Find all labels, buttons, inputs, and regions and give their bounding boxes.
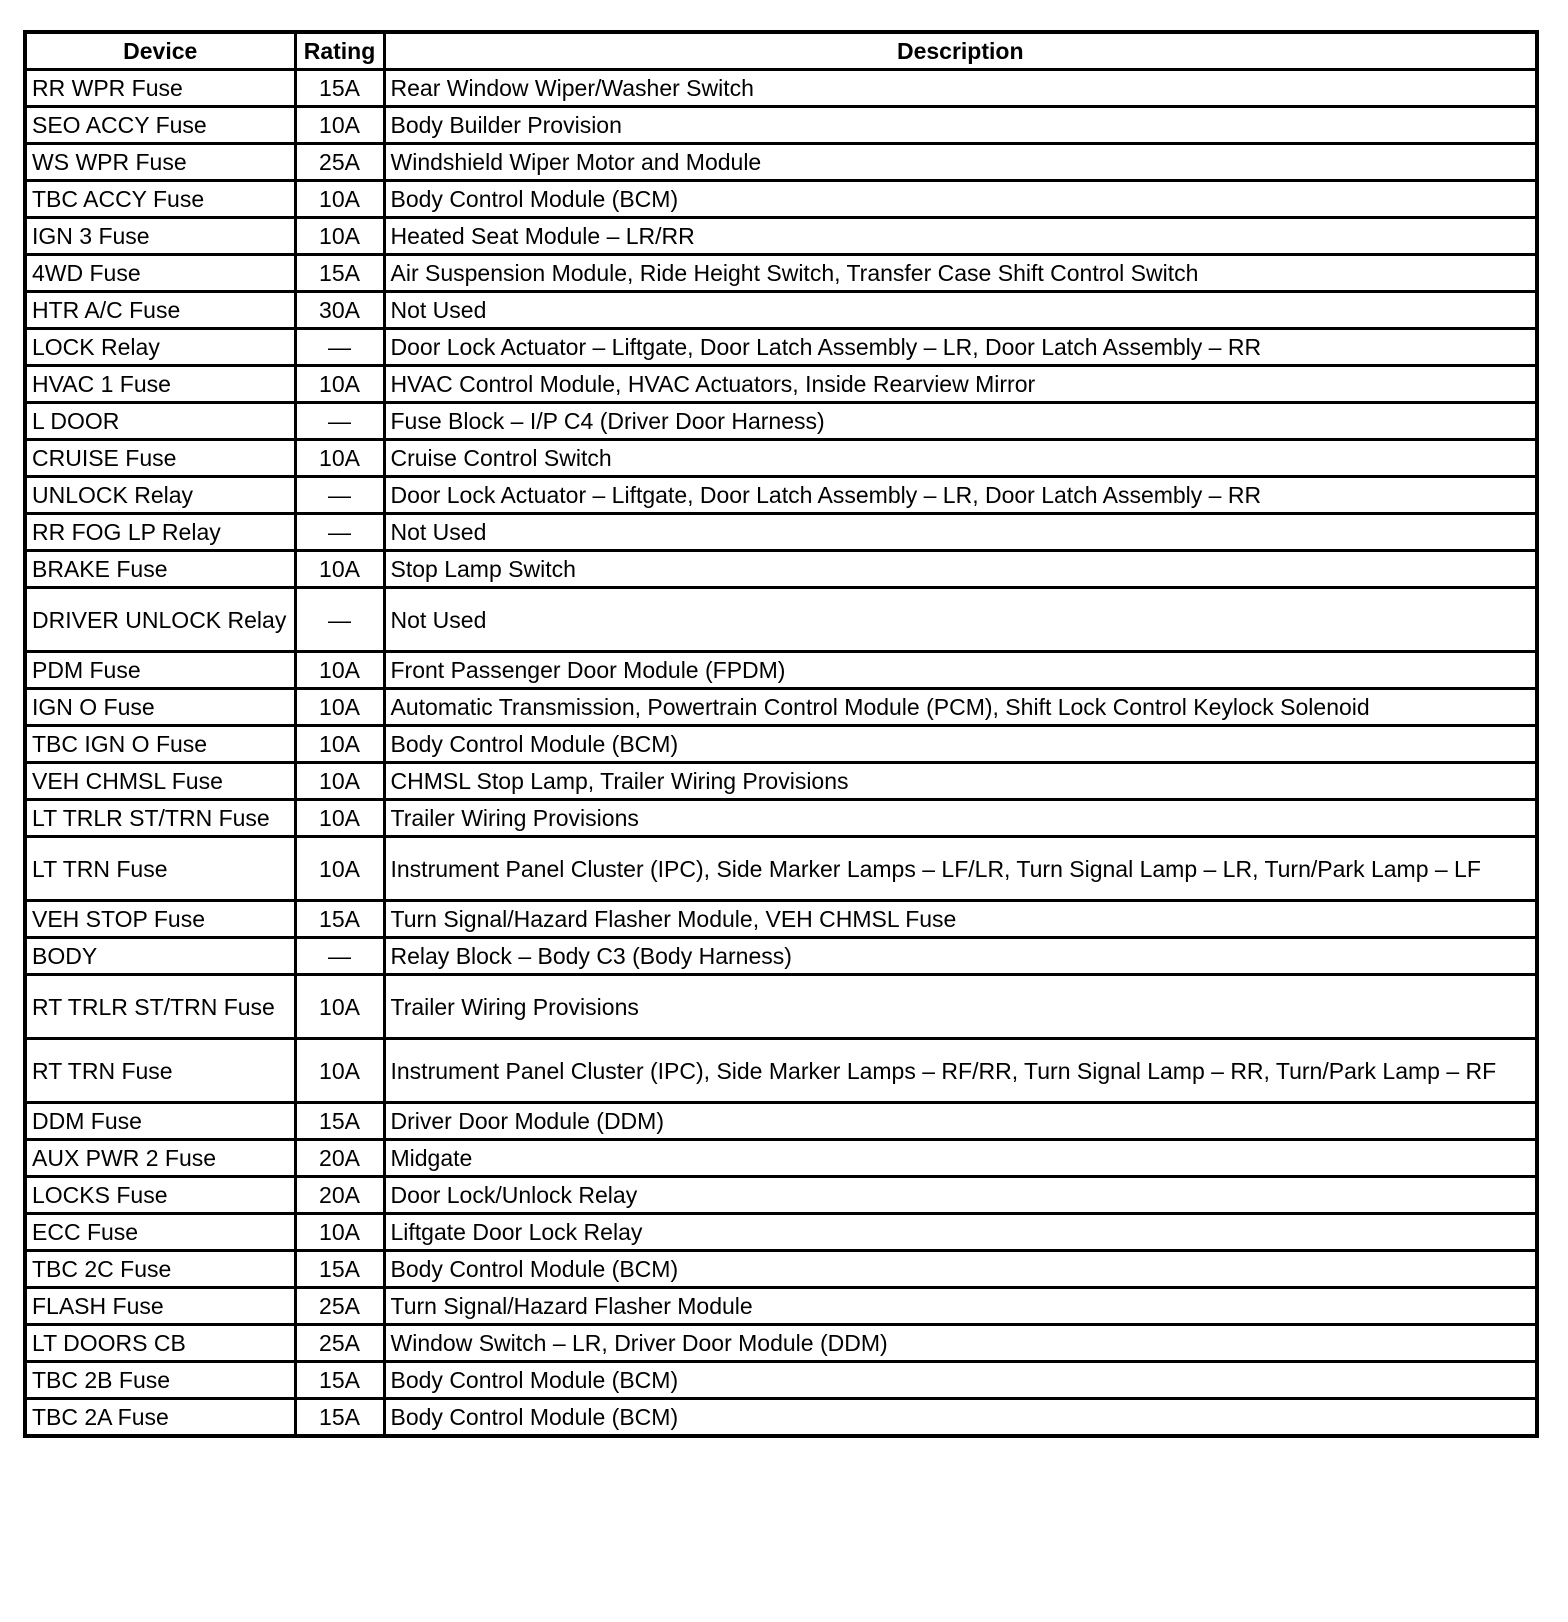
table-row — [25, 1399, 1537, 1437]
description-cell: Cruise Control Switch — [384, 440, 1537, 477]
table-row — [25, 403, 1537, 440]
rating-cell: 10A — [295, 218, 384, 255]
rating-cell: 10A — [295, 440, 384, 477]
description-cell: Body Control Module (BCM) — [384, 726, 1537, 763]
rating-cell: 25A — [295, 1288, 384, 1325]
table-row — [25, 588, 1537, 652]
device-cell: RT TRLR ST/TRN Fuse — [25, 975, 295, 1039]
table-header — [25, 32, 1537, 70]
rating-cell: 15A — [295, 1362, 384, 1399]
rating-cell: 10A — [295, 551, 384, 588]
rating-cell: 10A — [295, 975, 384, 1039]
table-row — [25, 1251, 1537, 1288]
table-row — [25, 477, 1537, 514]
table-row — [25, 1140, 1537, 1177]
table-row — [25, 800, 1537, 837]
description-cell: Rear Window Wiper/Washer Switch — [384, 70, 1537, 107]
device-cell: LT DOORS CB — [25, 1325, 295, 1362]
table-row — [25, 366, 1537, 403]
device-cell: WS WPR Fuse — [25, 144, 295, 181]
device-cell: BRAKE Fuse — [25, 551, 295, 588]
description-cell: Not Used — [384, 292, 1537, 329]
rating-cell: — — [295, 329, 384, 366]
device-cell: DRIVER UNLOCK Relay — [25, 588, 295, 652]
device-cell: LOCKS Fuse — [25, 1177, 295, 1214]
table-row — [25, 107, 1537, 144]
table-row — [25, 514, 1537, 551]
header-rating: Rating — [295, 32, 384, 70]
description-cell: Fuse Block – I/P C4 (Driver Door Harness) — [384, 403, 1537, 440]
fuse-table — [23, 30, 1539, 1438]
device-cell: UNLOCK Relay — [25, 477, 295, 514]
description-cell: Body Control Module (BCM) — [384, 1251, 1537, 1288]
rating-cell: 10A — [295, 800, 384, 837]
header-description: Description — [384, 32, 1537, 70]
table-row — [25, 1325, 1537, 1362]
device-cell: 4WD Fuse — [25, 255, 295, 292]
description-cell: Door Lock/Unlock Relay — [384, 1177, 1537, 1214]
table-row — [25, 1214, 1537, 1251]
table-row — [25, 652, 1537, 689]
rating-cell: 10A — [295, 366, 384, 403]
description-cell: Turn Signal/Hazard Flasher Module — [384, 1288, 1537, 1325]
table-row — [25, 292, 1537, 329]
table-row — [25, 218, 1537, 255]
description-cell: Automatic Transmission, Powertrain Control Module (PCM), Shift Lock Control Keylock Solenoid — [384, 689, 1537, 726]
description-cell: CHMSL Stop Lamp, Trailer Wiring Provisions — [384, 763, 1537, 800]
table-row — [25, 440, 1537, 477]
table-row — [25, 1177, 1537, 1214]
device-cell: DDM Fuse — [25, 1103, 295, 1140]
table-row — [25, 255, 1537, 292]
description-cell: Door Lock Actuator – Liftgate, Door Latch Assembly – LR, Door Latch Assembly – RR — [384, 477, 1537, 514]
rating-cell: 25A — [295, 144, 384, 181]
device-cell: L DOOR — [25, 403, 295, 440]
description-cell: Trailer Wiring Provisions — [384, 975, 1537, 1039]
table-row — [25, 1362, 1537, 1399]
rating-cell: 10A — [295, 689, 384, 726]
description-cell: Midgate — [384, 1140, 1537, 1177]
description-cell: Turn Signal/Hazard Flasher Module, VEH CHMSL Fuse — [384, 901, 1537, 938]
table-row — [25, 181, 1537, 218]
description-cell: Driver Door Module (DDM) — [384, 1103, 1537, 1140]
rating-cell: — — [295, 477, 384, 514]
rating-cell: 10A — [295, 837, 384, 901]
table-row — [25, 1288, 1537, 1325]
description-cell: Body Control Module (BCM) — [384, 1399, 1537, 1437]
rating-cell: 10A — [295, 1039, 384, 1103]
device-cell: IGN 3 Fuse — [25, 218, 295, 255]
table-row — [25, 763, 1537, 800]
rating-cell: 25A — [295, 1325, 384, 1362]
table-row — [25, 938, 1537, 975]
rating-cell: 15A — [295, 255, 384, 292]
device-cell: TBC 2B Fuse — [25, 1362, 295, 1399]
rating-cell: 20A — [295, 1140, 384, 1177]
description-cell: Windshield Wiper Motor and Module — [384, 144, 1537, 181]
table-row — [25, 901, 1537, 938]
device-cell: CRUISE Fuse — [25, 440, 295, 477]
table-row — [25, 70, 1537, 107]
table-row — [25, 329, 1537, 366]
description-cell: Front Passenger Door Module (FPDM) — [384, 652, 1537, 689]
description-cell: Window Switch – LR, Driver Door Module (DDM) — [384, 1325, 1537, 1362]
rating-cell: 10A — [295, 652, 384, 689]
rating-cell: 20A — [295, 1177, 384, 1214]
rating-cell: — — [295, 403, 384, 440]
description-cell: Instrument Panel Cluster (IPC), Side Marker Lamps – LF/LR, Turn Signal Lamp – LR, Turn/Park Lamp – LF — [384, 837, 1537, 901]
table-row — [25, 689, 1537, 726]
rating-cell: 15A — [295, 1251, 384, 1288]
rating-cell: 15A — [295, 901, 384, 938]
description-cell: Trailer Wiring Provisions — [384, 800, 1537, 837]
device-cell: TBC IGN O Fuse — [25, 726, 295, 763]
table-row — [25, 837, 1537, 901]
device-cell: TBC ACCY Fuse — [25, 181, 295, 218]
description-cell: Door Lock Actuator – Liftgate, Door Latch Assembly – LR, Door Latch Assembly – RR — [384, 329, 1537, 366]
header-device: Device — [25, 32, 295, 70]
device-cell: BODY — [25, 938, 295, 975]
description-cell: Not Used — [384, 514, 1537, 551]
table-body — [25, 70, 1537, 1437]
rating-cell: 10A — [295, 181, 384, 218]
description-cell: Body Control Module (BCM) — [384, 181, 1537, 218]
description-cell: Liftgate Door Lock Relay — [384, 1214, 1537, 1251]
table-row — [25, 1103, 1537, 1140]
device-cell: FLASH Fuse — [25, 1288, 295, 1325]
device-cell: LT TRLR ST/TRN Fuse — [25, 800, 295, 837]
description-cell: HVAC Control Module, HVAC Actuators, Inside Rearview Mirror — [384, 366, 1537, 403]
rating-cell: 15A — [295, 70, 384, 107]
description-cell: Stop Lamp Switch — [384, 551, 1537, 588]
description-cell: Not Used — [384, 588, 1537, 652]
description-cell: Body Builder Provision — [384, 107, 1537, 144]
device-cell: ECC Fuse — [25, 1214, 295, 1251]
rating-cell: — — [295, 588, 384, 652]
description-cell: Relay Block – Body C3 (Body Harness) — [384, 938, 1537, 975]
rating-cell: 10A — [295, 726, 384, 763]
description-cell: Air Suspension Module, Ride Height Switch, Transfer Case Shift Control Switch — [384, 255, 1537, 292]
rating-cell: 15A — [295, 1399, 384, 1437]
device-cell: IGN O Fuse — [25, 689, 295, 726]
device-cell: PDM Fuse — [25, 652, 295, 689]
table-row — [25, 551, 1537, 588]
table-row — [25, 1039, 1537, 1103]
device-cell: HTR A/C Fuse — [25, 292, 295, 329]
device-cell: SEO ACCY Fuse — [25, 107, 295, 144]
device-cell: HVAC 1 Fuse — [25, 366, 295, 403]
table-row — [25, 975, 1537, 1039]
device-cell: TBC 2C Fuse — [25, 1251, 295, 1288]
table-row — [25, 726, 1537, 763]
rating-cell: — — [295, 938, 384, 975]
device-cell: RT TRN Fuse — [25, 1039, 295, 1103]
device-cell: LT TRN Fuse — [25, 837, 295, 901]
description-cell: Instrument Panel Cluster (IPC), Side Marker Lamps – RF/RR, Turn Signal Lamp – RR, Turn/Park Lamp – RF — [384, 1039, 1537, 1103]
device-cell: RR WPR Fuse — [25, 70, 295, 107]
rating-cell: 10A — [295, 107, 384, 144]
rating-cell: 30A — [295, 292, 384, 329]
device-cell: LOCK Relay — [25, 329, 295, 366]
description-cell: Heated Seat Module – LR/RR — [384, 218, 1537, 255]
table-row — [25, 144, 1537, 181]
rating-cell: 10A — [295, 1214, 384, 1251]
header-row — [25, 32, 1537, 70]
device-cell: VEH CHMSL Fuse — [25, 763, 295, 800]
rating-cell: 15A — [295, 1103, 384, 1140]
device-cell: RR FOG LP Relay — [25, 514, 295, 551]
device-cell: AUX PWR 2 Fuse — [25, 1140, 295, 1177]
description-cell: Body Control Module (BCM) — [384, 1362, 1537, 1399]
rating-cell: — — [295, 514, 384, 551]
device-cell: TBC 2A Fuse — [25, 1399, 295, 1437]
device-cell: VEH STOP Fuse — [25, 901, 295, 938]
rating-cell: 10A — [295, 763, 384, 800]
